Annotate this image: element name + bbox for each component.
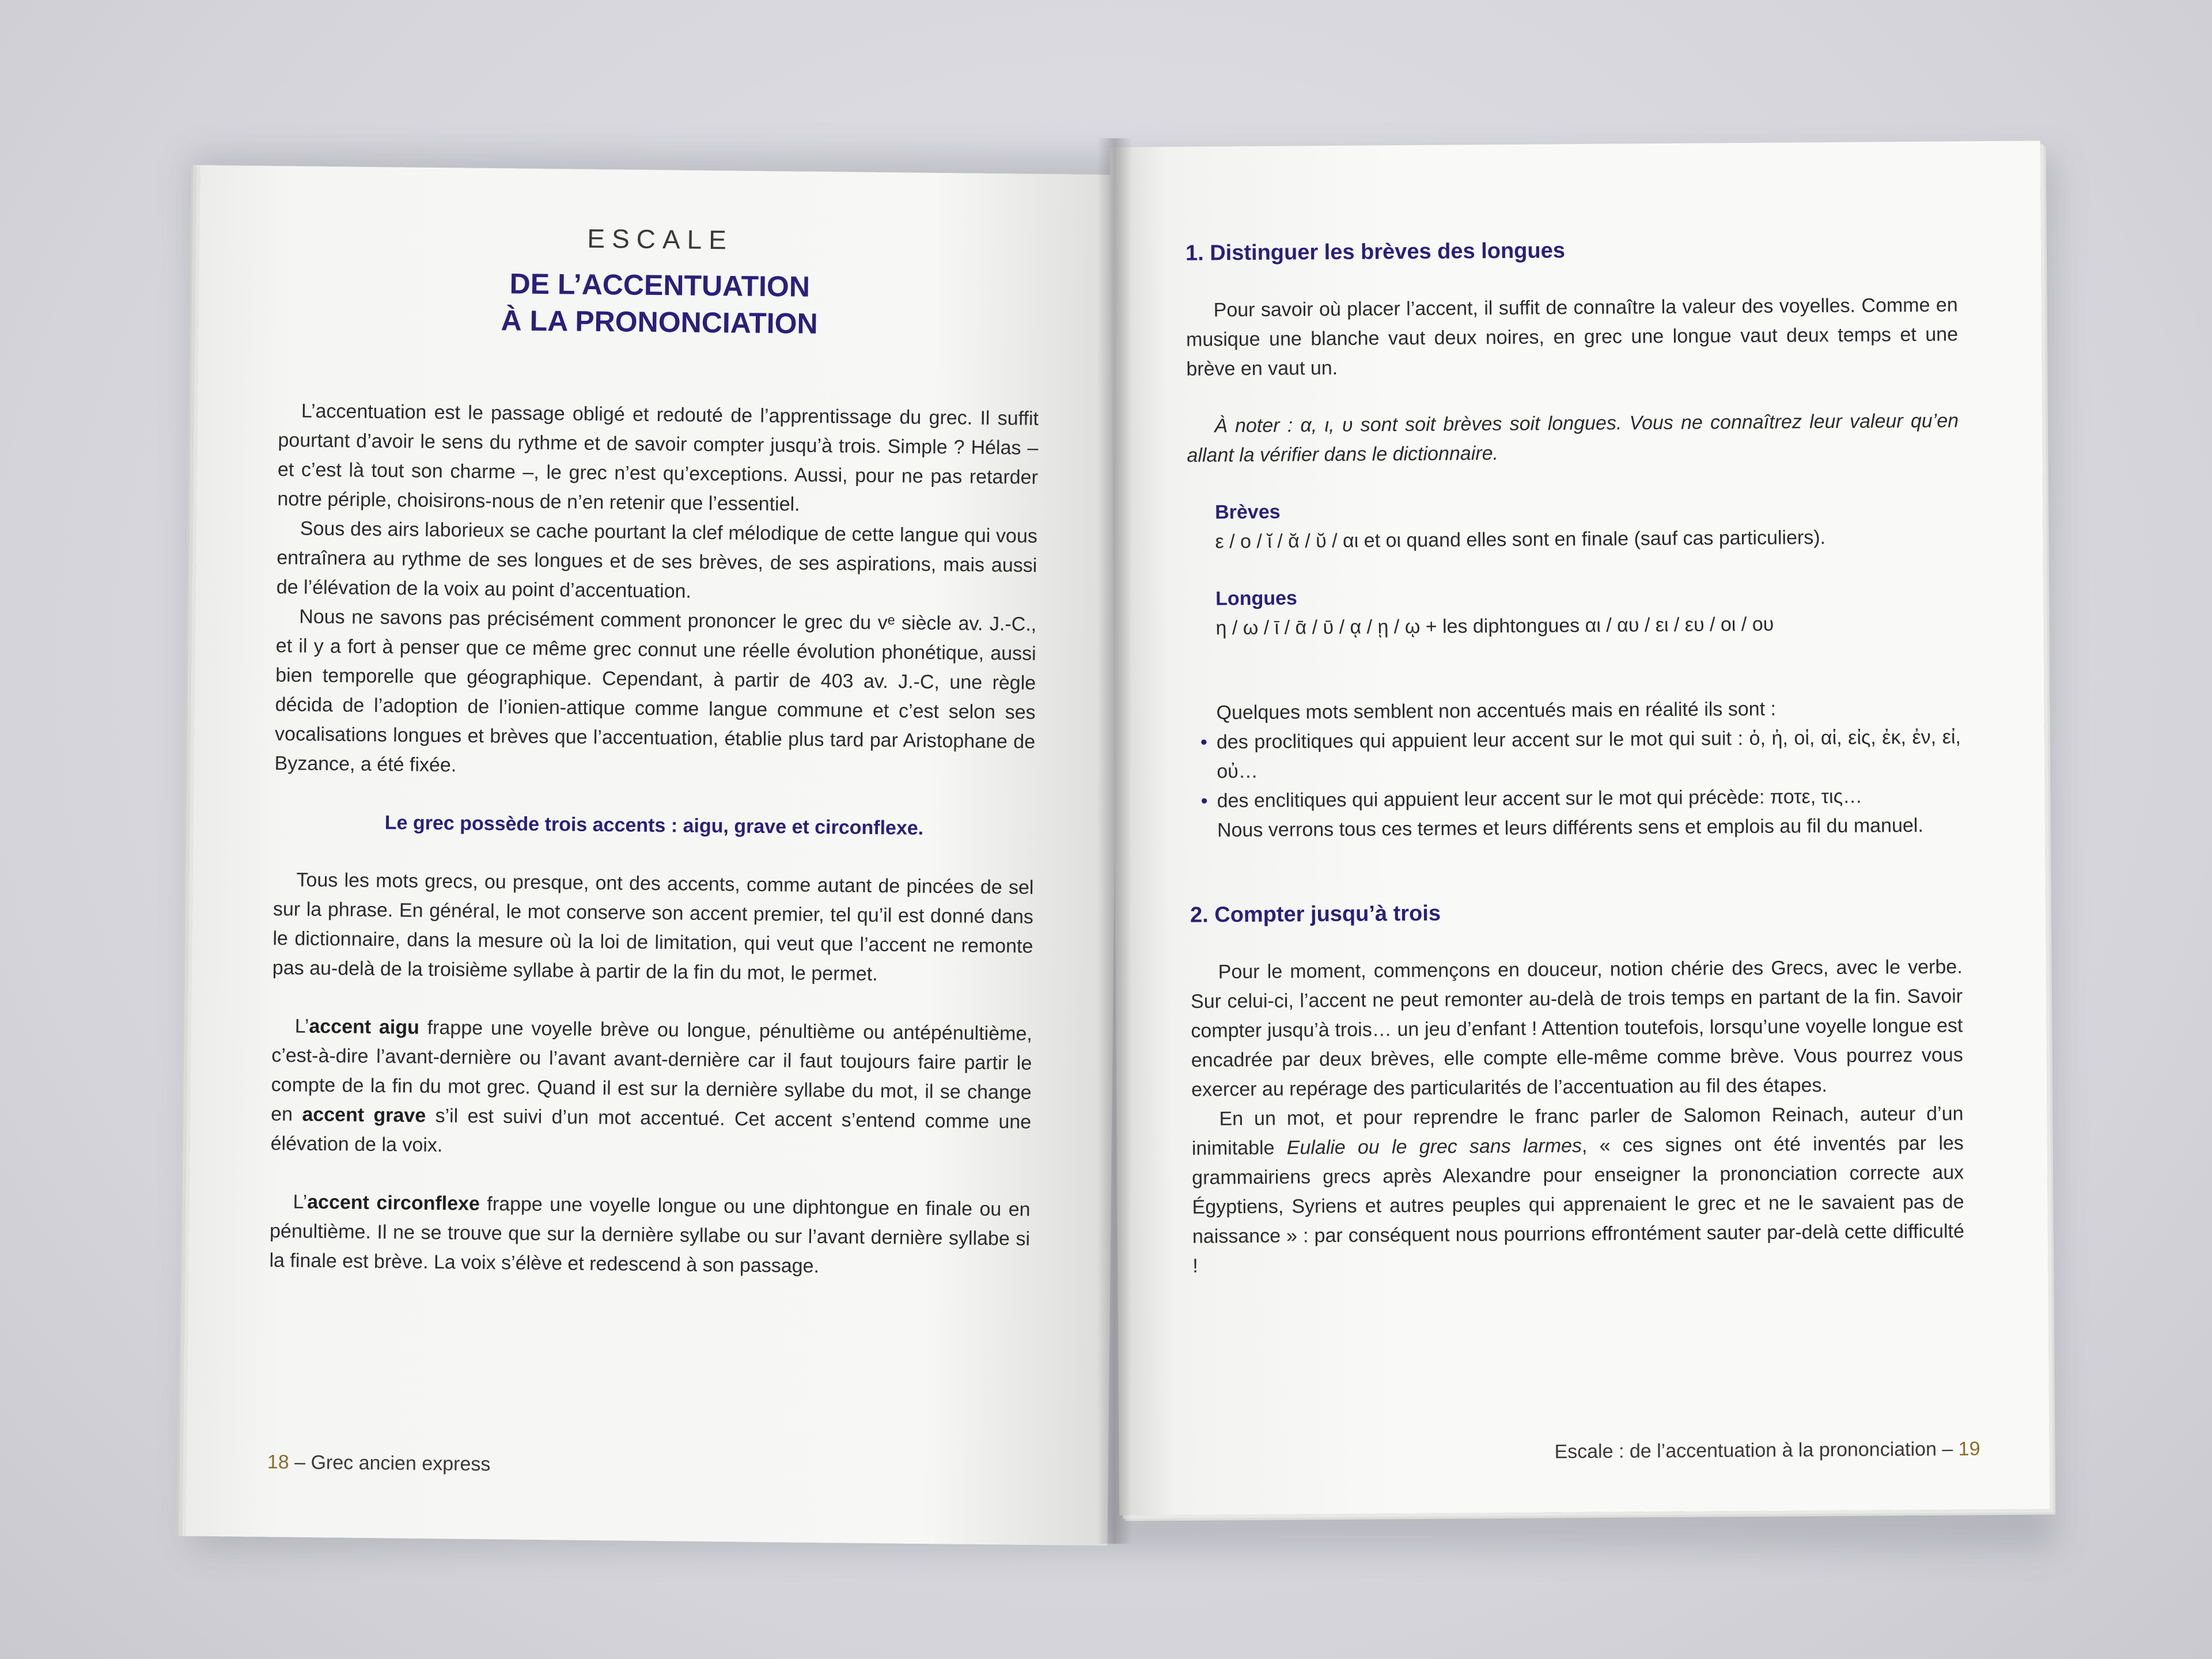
grave-accent-term: accent grave [302,1103,426,1127]
long-vowels-label: Longues [1215,587,1298,610]
left-running-title: – Grec ancien express [289,1451,491,1476]
list-item: • des enclitiques qui appuient leur accent sur le mot qui précède: ποτε, τις… [1189,781,1961,816]
melody-paragraph: Sous des airs laborieux se cache pourtant la clef mélodique de cette langue qui vous entraînera au rythme de ses longues et de ses brèves, de ses aspirations, mais aussi de l’élévation de la voix au point d’accentuation. [276,517,1038,603]
circumflex-accent-paragraph: L’accent circonflexe frappe une voyelle longue ou une diphtongue en finale ou en pénultième. Il ne se trouve que sur la dernière syllabe ou sur l’avant dernière syllabe si la finale est brève. La voix s’élève et redescend à son passage. [269,1191,1031,1278]
section-1-title: 1. Distinguer les brèves des longues [1185,238,1566,266]
long-vowels-list: η / ω / ῑ / ᾱ / ῡ / ᾳ / ῃ / ῳ + les diphtongues αι / αυ / ει / ευ / οι / ου [1215,613,1774,639]
short-vowels-label: Brèves [1215,501,1281,524]
list-item: • des proclitiques qui appuient leur accent sur le mot qui suit : ὁ, ἡ, οἱ, αἱ, εἰς, ἐκ, ἐν, εἰ, οὐ… [1189,722,1961,786]
intro-paragraph: L’accentuation est le passage obligé et redouté de l’apprentissage du grec. Il suffit pourtant d’avoir le sens du rythme et de savoir compter jusqu’à trois. Simple ? Hélas – et c’est là tout son charme –, le grec n’est qu’exceptions. Aussi, pour ne pas retarder notre périple, choisirons-nous de n’en retenir que l’essentiel. [277,400,1039,516]
left-page-number: 18 [267,1451,289,1474]
section-2-title: 2. Compter jusqu’à trois [1190,901,1441,927]
book-gutter [1097,138,1132,1544]
acute-accent-paragraph: L’accent aigu frappe une voyelle brève ou longue, pénultième ou antépénultième, c’est-à-dire l’avant-dernière ou l’avant avant-dernière car il faut toujours faire partir le compte de la fin du mot grec. Quand il est sur la dernière syllabe du mot, il se change en accent grave s’il est suivi d’un mot accentué. Cet accent s’entend comme une élévation de la voix. [270,1015,1032,1157]
left-page-footer [267,1448,491,1479]
right-page [1110,141,2050,1515]
chapter-title-line-2: À LA PRONONCIATION [501,304,818,340]
count-to-three-paragraph: Pour le moment, commençons en douceur, notion chérie des Grecs, avec le verbe. Sur celui-ci, l’accent ne peut remonter au-delà de trois temps en partant de la fin. Savoir compter jusqu’à trois… un jeu d’enfant ! Attention toutefois, lorsqu’une voyelle longue est encadrée par deux brèves, elle compte elle-même comme brève. Vous pourrez vous exercer au repérage des particularités de l’accentuation au fil des étapes. [1190,956,1963,1101]
history-paragraph: Nous ne savons pas précisément comment prononcer le grec du vᵉ siècle av. J.-C., et il y a fort à penser que ce même grec connut une réelle évolution phonétique, aussi bien temporelle que géographique. Cependant, à partir de 403 av. J.-C, une règle décida de l’adoption de l’ionien-attique comme langue commune et c’est selon ses vocalisations longues et brèves que l’accentuation, établie plus tard par Aristophane de Byzance, a été fixée. [274,605,1037,777]
right-body-text [1185,233,1965,1281]
right-page-footer [1554,1434,1980,1467]
chapter-kicker: ESCALE [587,223,734,255]
chapter-title-line-1: DE L’ACCENTUATION [509,267,810,303]
book-title-reference: Eulalie ou le grec sans larmes [1286,1134,1582,1159]
chapter-title [198,262,1120,346]
short-long-paragraph: Pour savoir où placer l’accent, il suffit de connaître la valeur des voyelles. Comme en musique une blanche vaut deux noires, en grec une longue vaut deux temps et une brève en vaut un. [1185,294,1959,380]
circumflex-accent-term: accent circonflexe [307,1191,480,1215]
clitics-list [1189,722,1961,816]
unaccented-intro: Quelques mots semblent non accentués mais en réalité ils sont : [1216,698,1777,724]
note-paragraph: À noter : α, ι, υ sont soit brèves soit longues. Vous ne connaîtrez leur valeur qu’en allant la vérifier dans le dictionnaire. [1187,410,1959,467]
acute-accent-term: accent aigu [309,1015,420,1039]
right-page-number: 19 [1958,1438,1980,1460]
clitics-follow-up: Nous verrons tous ces termes et leurs différents sens et emplois au fil du manuel. [1217,814,1923,842]
reinach-paragraph: En un mot, et pour reprendre le franc parler de Salomon Reinach, auteur d’un inimitable Eulalie ou le grec sans larmes, « ces signes ont été inventés par les grammairiens grecs après Alexandre pour enseigner la prononciation correcte aux Égyptiens, Syriens et autres peuples qui apprenaient le grec et ne le savaient pas de naissance » : par conséquent nous pourrions effrontément sauter par-delà cette difficulté ! [1191,1103,1965,1277]
short-vowels-list: ε / ο / ῐ / ᾰ / ῠ / αι et οι quand elles sont en finale (sauf cas particuliers). [1215,527,1826,553]
left-body-text [269,396,1039,1283]
right-running-title: Escale : de l’accentuation à la prononciation – [1554,1438,1959,1463]
general-accent-paragraph: Tous les mots grecs, ou presque, ont des accents, comme autant de pincées de sel sur la phrase. En général, le mot conserve son accent premier, tel qu’il est donné dans le dictionnaire, dans la mesure où la loi de limitation, qui veut que l’accent ne remonte pas au-delà de la troisième syllabe à partir de la fin du mot, le permet. [272,869,1034,986]
three-accents-subhead: Le grec possède trois accents : aigu, grave et circonflexe. [384,812,924,839]
left-page [186,165,1122,1546]
